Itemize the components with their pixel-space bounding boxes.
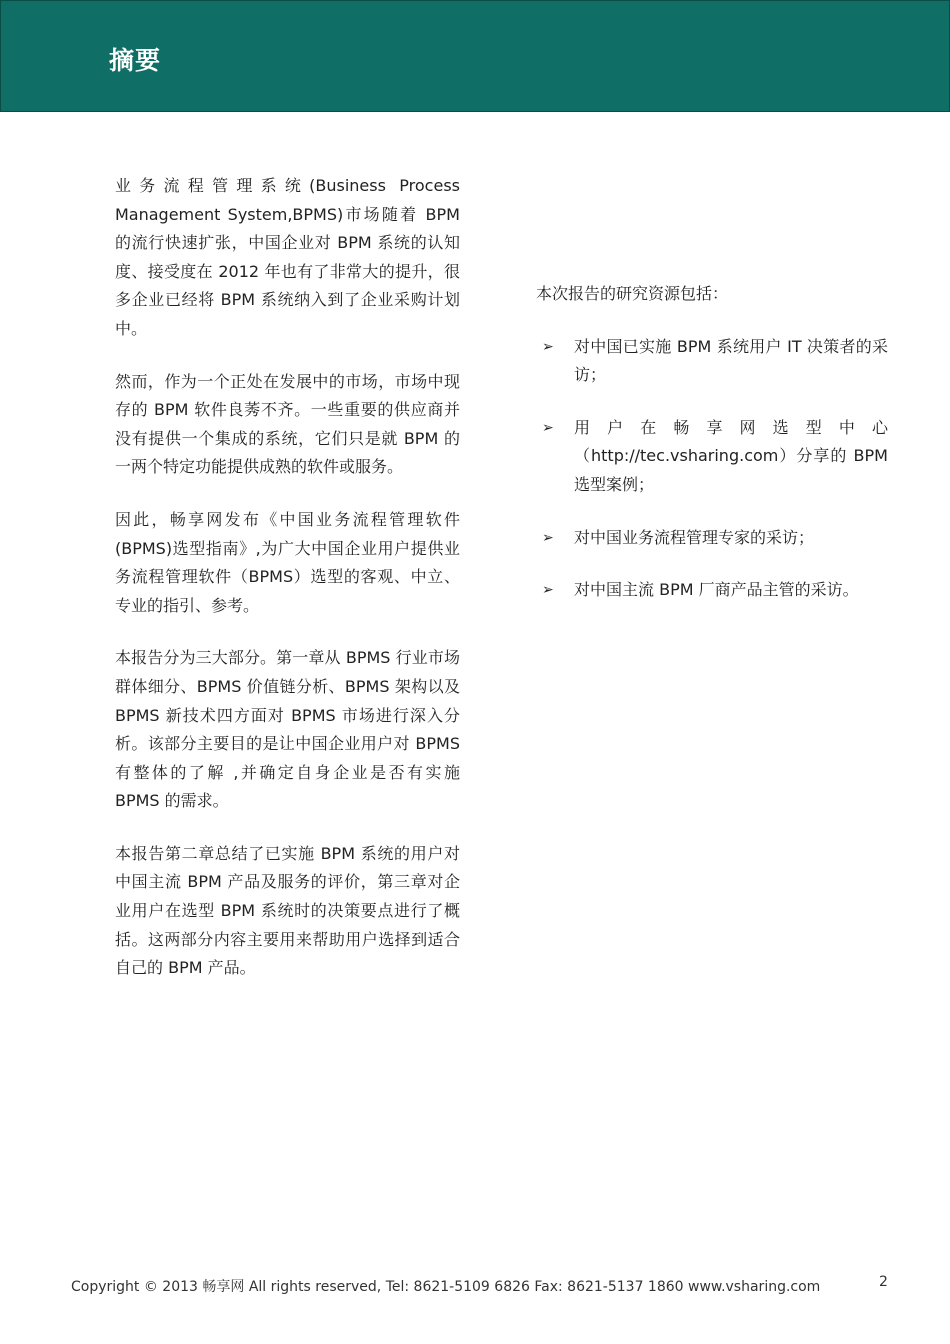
list-item [536, 333, 888, 390]
arrow-bullet-icon: ➢ [542, 582, 554, 599]
arrow-bullet-icon: ➢ [542, 419, 554, 436]
sources-list [536, 333, 888, 605]
page-number: 2 [879, 1274, 888, 1290]
summary-column [115, 172, 460, 1007]
list-item [536, 414, 888, 500]
list-item-text: 用 户 在 畅 享 网 选 型 中 心（http://tec.vsharing.com）分享的 BPM 选型案例； [574, 417, 888, 494]
footer-copyright: Copyright © 2013 畅享网 All rights reserved, Tel: 8621-5109 6826 Fax: 8621-5137 1860 www.vsharing.com [71, 1279, 821, 1295]
list-item-text: 对中国业务流程管理专家的采访； [574, 527, 815, 547]
page-title: 摘要 [109, 46, 162, 75]
list-item-text: 对中国主流 BPM 厂商产品主管的采访。 [574, 580, 859, 600]
arrow-bullet-icon: ➢ [542, 529, 554, 546]
summary-paragraph: 本报告分为三大部分。第一章从 BPMS 行业市场群体细分、BPMS 价值链分析、BPMS 架构以及 BPMS 新技术四方面对 BPMS 市场进行深入分析。该部分主要目的是让中国企业用户对 BPMS 有整体的了解 ,并确定自身企业是否有实施 BPMS 的需求。 [115, 648, 460, 811]
list-item [536, 524, 888, 553]
summary-paragraph: 本报告第二章总结了已实施 BPM 系统的用户对中国主流 BPM 产品及服务的评价，第三章对企业用户在选型 BPM 系统时的决策要点进行了概括。这两部分内容主要用来帮助用户选择到适合自己的 BPM 产品。 [115, 843, 460, 978]
list-item [536, 576, 888, 605]
summary-paragraph: 因此，畅享网发布《中国业务流程管理软件(BPMS)选型指南》,为广大中国企业用户提供业务流程管理软件（BPMS）选型的客观、中立、专业的指引、参考。 [115, 509, 460, 615]
research-sources-column [536, 280, 888, 629]
list-item-text: 对中国已实施 BPM 系统用户 IT 决策者的采访； [574, 336, 888, 385]
summary-paragraph: 然而，作为一个正处在发展中的市场，市场中现存的 BPM 软件良莠不齐。一些重要的供应商并没有提供一个集成的系统，它们只是就 BPM 的一两个特定功能提供成熟的软件或服务。 [115, 371, 460, 477]
arrow-bullet-icon: ➢ [542, 338, 554, 355]
page-header [0, 0, 950, 112]
sources-intro: 本次报告的研究资源包括： [536, 284, 729, 303]
summary-paragraph: 业务流程管理系统(Business Process Management System,BPMS)市场随着 BPM 的流行快速扩张，中国企业对 BPM 系统的认知度、接受度在 2012 年也有了非常大的提升，很多企业已经将 BPM 系统纳入到了企业采购计划中。 [115, 176, 460, 338]
